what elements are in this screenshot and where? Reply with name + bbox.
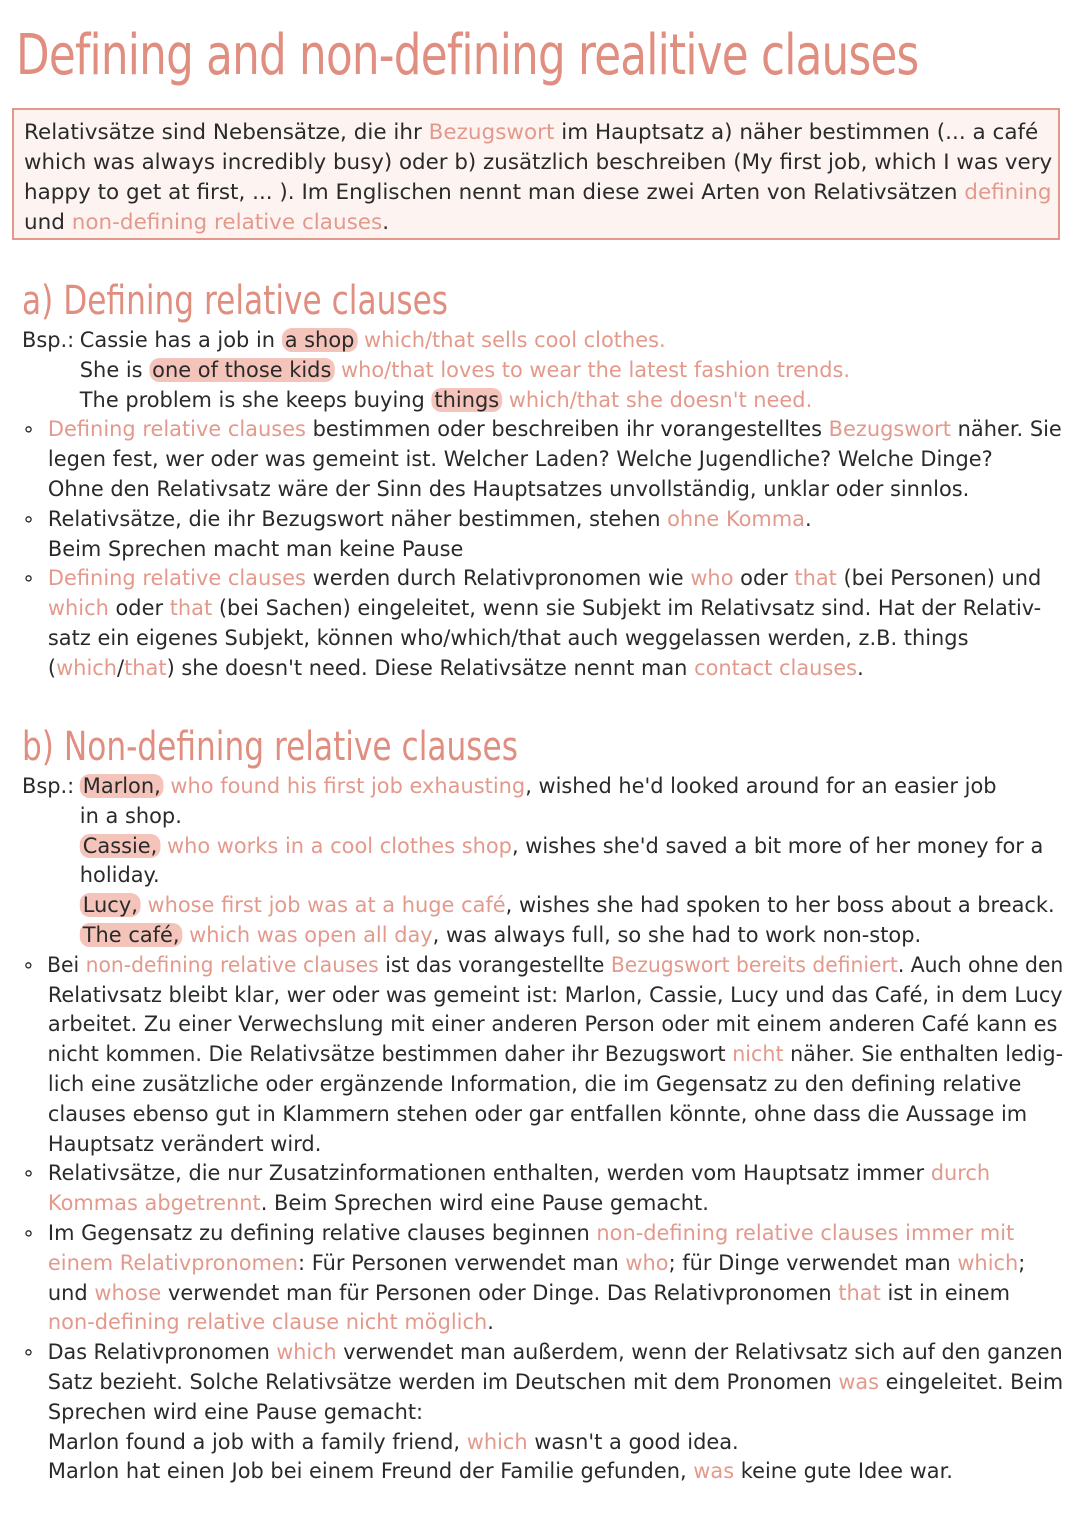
bullet-a-2: ∘ Relativsätze, die ihr Bezugswort näher bestimmen, stehen ohne Komma. Beim Sprechen macht man keine Pause xyxy=(22,506,812,561)
bullet-dot: ∘ xyxy=(22,1220,36,1245)
bullet-dot: ∘ xyxy=(22,506,36,531)
intro-line-3: happy to get at first, ... ). Im Englischen nennt man diese zwei Arten von Relativsätzen defining xyxy=(24,180,1052,205)
intro-line-4: und non-defining relative clauses. xyxy=(24,210,390,235)
bullet-dot: ∘ xyxy=(22,1161,36,1186)
bullet-dot: ∘ xyxy=(22,566,36,591)
example-b-4: The café, which was open all day, was always full, so she had to work non-stop. xyxy=(22,921,1063,951)
section-a-title: a) Defining relative clauses xyxy=(22,278,449,324)
example-b-2: Cassie, who works in a cool clothes shop, wishes she'd saved a bit more of her money for a xyxy=(22,832,1063,862)
example-which-de: Marlon hat einen Job bei einem Freund der Familie gefunden, was keine gute Idee war. xyxy=(47,1459,953,1484)
intro-box xyxy=(12,108,1060,240)
example-b-3: Lucy, whose first job was at a huge café, wishes she had spoken to her boss about a breack. xyxy=(22,891,1063,921)
example-a-3: The problem is she keeps buying things which/that she doesn't need. xyxy=(79,387,813,412)
bullet-dot: ∘ xyxy=(22,1340,35,1365)
bullet-dot: ∘ xyxy=(22,417,36,442)
bullet-b-1: ∘ Bei non-defining relative clauses ist das vorangestellte Bezugswort bereits definiert. Auch ohne den Relativsatz bleibt klar, wer oder was gemeint ist: Marlon, Cassie, Lucy und das Café, in dem Lucy arbeitet. Zu einer Verwechslung mit einer anderen Person oder mit einem anderen Café kann es nicht kommen. Die Relativsätze bestimmen daher ihr Bezugswort nicht näher. Sie enthalten ledig- lich eine zusätzliche oder ergänzende Information, die im Gegensatz zu den defining relative clauses ebenso gut in Klammern stehen oder gar entfallen könnte, ohne dass die Aussage im Hauptsatz verändert wird. xyxy=(22,952,1064,1156)
section-b-body xyxy=(22,772,1067,1487)
bullet-a-3: ∘ Defining relative clauses werden durch Relativpronomen wie who oder that (bei Personen) und which oder that (bei Sachen) eingeleitet, wenn sie Subjekt im Relativsatz sind. Hat der Relativ- satz ein eigenes Subjekt, können who/which/that auch weggelassen werden, z.B. things (which/that) she doesn't need. Diese Relativsätze nennt man contact clauses. xyxy=(22,566,1042,680)
example-b-2-cont: holiday. xyxy=(79,863,160,888)
example-a-2: She is one of those kids who/that loves to wear the latest fashion trends. xyxy=(79,357,851,382)
bullet-dot: ∘ xyxy=(22,952,35,977)
example-a-1: Bsp.: Cassie has a job in a shop which/that sells cool clothes. xyxy=(22,326,1063,356)
bullet-b-2: ∘ Relativsätze, die nur Zusatzinformationen enthalten, werden vom Hauptsatz immer durch Kommas abgetrennt. Beim Sprechen wird eine Pause gemacht. xyxy=(22,1161,991,1216)
section-b-title: b) Non-defining relative clauses xyxy=(22,724,518,770)
intro-line-2: which was always incredibly busy) oder b) zusätzlich beschreiben (My first job, which I was very xyxy=(24,150,1053,175)
page-title: Defining and non-defining realitive clauses xyxy=(16,23,919,88)
intro-line-1: Relativsätze sind Nebensätze, die ihr Bezugswort im Hauptsatz a) näher bestimmen (... a café xyxy=(24,120,1039,145)
term-defining: defining xyxy=(964,180,1052,205)
bullet-a-1: ∘ Defining relative clauses bestimmen oder beschreiben ihr vorangestelltes Bezugswort näher. Sie legen fest, wer oder was gemeint ist. Welcher Laden? Welche Jugendliche? Welche Dinge? Ohne den Relativsatz wäre der Sinn des Hauptsatzes unvollständig, unklar oder sinnlos. xyxy=(22,417,1062,501)
term-non-defining: non-defining relative clauses xyxy=(71,210,383,235)
bsp-label: Bsp.: xyxy=(22,774,75,798)
example-b-1: Bsp.: Marlon, who found his first job exhausting, wished he'd looked around for an easier job xyxy=(22,772,1063,802)
term-bezugswort: Bezugswort xyxy=(428,120,555,145)
bsp-label: Bsp.: xyxy=(22,328,75,352)
bullet-b-4: ∘ Das Relativpronomen which verwendet man außerdem, wenn der Relativsatz sich auf den ganzen Satz bezieht. Solche Relativsätze werden im Deutschen mit dem Pronomen was eingeleitet. Beim Sprechen wird eine Pause gemacht: Marlon found a job with a family friend, which wasn't a good idea. Marlon hat einen Job bei einem Freund der Familie gefunden, was keine gute Idee war. xyxy=(22,1338,1067,1487)
section-a-body xyxy=(22,326,1067,684)
example-which-en: Marlon found a job with a family friend, which wasn't a good idea. xyxy=(47,1429,739,1454)
bullet-b-3: ∘ Im Gegensatz zu defining relative clauses beginnen non-defining relative clauses immer mit einem Relativpronomen: Für Personen verwendet man who; für Dinge verwendet man which; und whose verwendet man für Personen oder Dinge. Das Relativpronomen that ist in einem non-defining relative clause nicht möglich. xyxy=(22,1220,1026,1335)
example-b-1-cont: in a shop. xyxy=(79,803,182,828)
